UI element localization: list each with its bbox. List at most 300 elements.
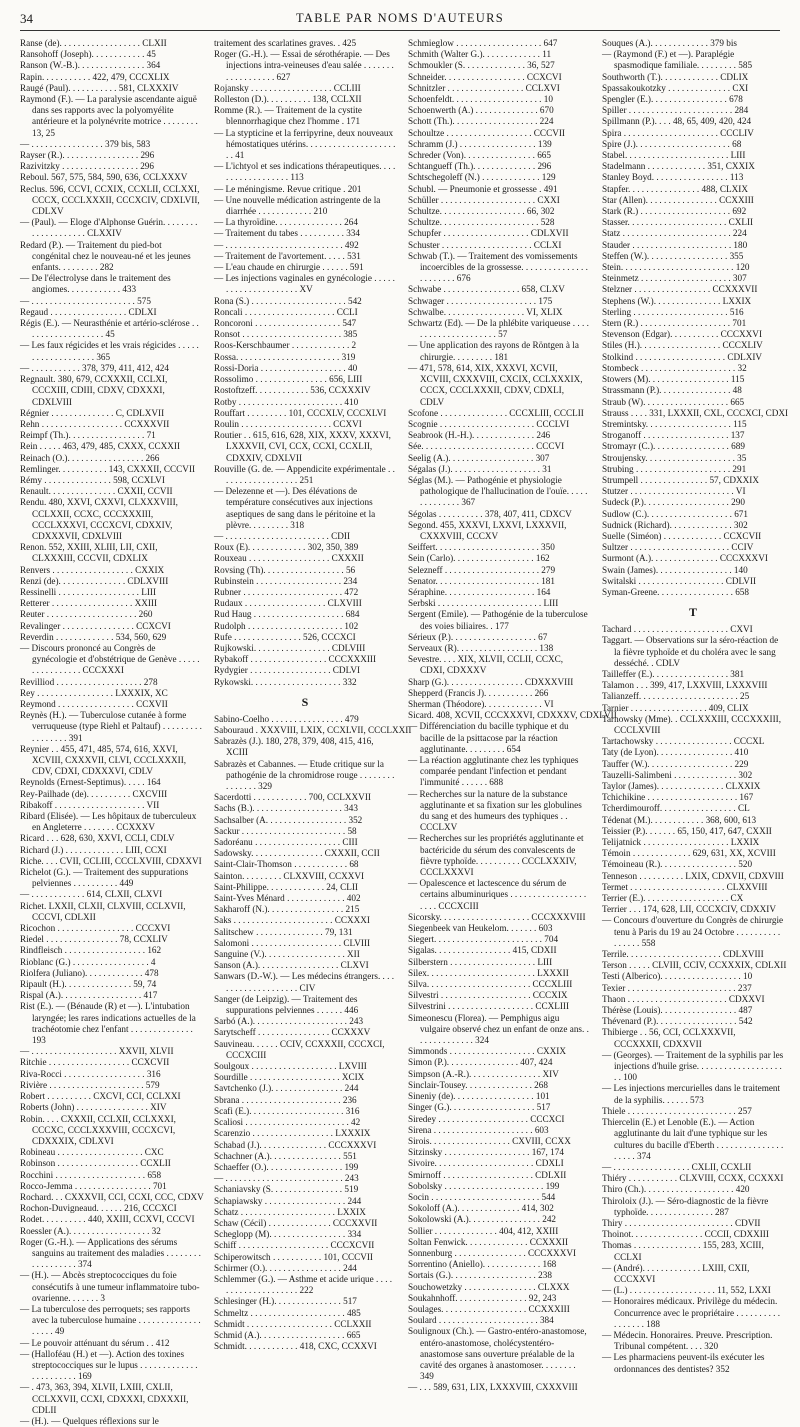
index-entry: Steinmetz . . . . . . . . . . . . . . . . . . . . 307 xyxy=(602,273,747,284)
index-entry: Schachner (A.). . . . . . . . . . . . . . . . 551 xyxy=(214,1150,357,1161)
index-entry: Ricochon . . . . . . . . . . . . . . . . . CCCXVI xyxy=(20,923,171,934)
index-entry: Sicorsky. . . . . . . . . . . . . . . . . . . . CCCXXXVIII xyxy=(408,911,586,922)
index-entry: Renault. . . . . . . . . . . . . . . CXXII, CCVII xyxy=(20,486,173,497)
index-entry: Scheglopp (M). . . . . . . . . . . . . . . . . 334 xyxy=(214,1229,362,1240)
index-entry: Scaliosi . . . . . . . . . . . . . . . . . . . . . . . 42 xyxy=(214,1117,361,1128)
index-entry: Reynès (H.). — Tuberculose cutanée à forme verruqueuse (type Riehl et Paltauf) . . . . . . . . . . . . . . . . . 391 xyxy=(20,710,202,743)
index-entry: Thiele . . . . . . . . . . . . . . . . . . . . . . . . 257 xyxy=(602,1105,752,1116)
index-entry: Schtangueff (Th.). . . . . . . . . . . . . . 296 xyxy=(408,161,552,172)
index-entry: Raugé (Paul). . . . . . . . . . . 581, CLXXXIV xyxy=(20,82,179,93)
index-entry: Reboul. 567, 575, 584, 590, 636, CCLXXXV xyxy=(20,172,188,183)
index-entry: Riedel . . . . . . . . . . . . . . . . 78, CCXLIV xyxy=(20,934,168,945)
index-entry: Spengler (E.). . . . . . . . . . . . . . . . . 678 xyxy=(602,94,743,105)
index-entry: Simmonds . . . . . . . . . . . . . . . . . . . CXXIX xyxy=(408,1046,566,1057)
index-entry: Sanger (de Leipzig). — Traitement des suppurations pelviennes . . . . . . 446 xyxy=(214,993,359,1016)
index-entry: Ressinelli . . . . . . . . . . . . . . . . . . LIII xyxy=(20,586,157,597)
index-entry: Schtschegoleff (N.) . . . . . . . . . . . . . 129 xyxy=(408,172,556,183)
index-entry: — Traitement de l'avortement. . . . . 531 xyxy=(214,250,361,261)
index-entry: Saks . . . . . . . . . . . . . . . . . . . . . . CCXXXI xyxy=(214,915,370,926)
index-entry: Rodet. . . . . . . . . . 440, XXIII, CCXVI, CCCVI xyxy=(20,1214,195,1225)
index-entry: — (Georges). — Traitement de la syphilis par les injections d'huile grise. . . . . . . . . . . . . . . . . . . . . 100 xyxy=(602,1049,784,1083)
index-entry: Shepperd (Francis J). . . . . . . . . . . 266 xyxy=(408,687,549,698)
index-entry: Rispal (A.). . . . . . . . . . . . . . . . . . 417 xyxy=(20,990,158,1001)
index-entry: Sharp (G.). . . . . . . . . . . . . . . . . CDXXXVIII xyxy=(408,676,574,687)
index-entry: Rudaux . . . . . . . . . . . . . . . . . . CLXVIII xyxy=(214,598,362,609)
index-entry: Rivière . . . . . . . . . . . . . . . . . . . . . 579 xyxy=(20,1079,160,1090)
index-columns xyxy=(20,38,789,1426)
index-entry: Rostoftzeff. . . . . . . . . . . . 536, CCXXXIV xyxy=(214,385,371,396)
index-entry: Sée. . . . . . . . . . . . . . . . . . . . . . . . . CCCVI xyxy=(408,441,565,452)
index-entry: Siegenbeek van Heukelom. . . . . . . 603 xyxy=(408,923,553,934)
index-entry: — Différenciation du bacille typhique et du bacille de la psittacose par la réaction agglutinante. . . . . . . . . 654 xyxy=(408,721,569,754)
index-entry: Ségolas . . . . . . . . . . 378, 407, 411, CDXCV xyxy=(408,508,572,519)
index-entry: Rudolph . . . . . . . . . . . . . . . . . . . . . 102 xyxy=(214,620,359,631)
index-entry: Schiff . . . . . . . . . . . . . . . . . . . . CCCXCVII xyxy=(214,1240,375,1251)
index-entry: Stadelmann . . . . . . . . . . . . . 351, CXXIX xyxy=(602,161,755,172)
index-entry: — . 473, 363, 394, XLVII, LXIII, CXLII, CCLXXVII, CCXI, CDXXXI, CDXXXII, CDLII xyxy=(20,1382,189,1415)
index-entry: Tartachowsky . . . . . . . . . . . . . . . . . CCCXL xyxy=(602,736,765,747)
index-entry: — . . . 589, 631, LIX, LXXXVIII, CXXXVIII xyxy=(408,1382,578,1393)
index-entry: Sabrazès (J.). 180, 278, 379, 408, 415, 416, XCIII xyxy=(214,736,374,758)
index-entry: Robinson . . . . . . . . . . . . . . . . . . CCXLII xyxy=(20,1158,171,1169)
index-entry: Stevenson (Edgar). . . . . . . . . . . CCCXXVI xyxy=(602,329,763,340)
index-entry: — Discours prononcé au Congrès de gynécologie et d'obstétrique de Genève . . . . . . . . . . . . . . . . CCCXXXI xyxy=(20,642,200,676)
index-entry: Rujkowski. . . . . . . . . . . . . . . . . CDLVIII xyxy=(214,642,366,653)
index-entry: Ricard . . . 628, 630, XXVI, CCLI, CDLV xyxy=(20,833,175,844)
index-entry: Tédenat (M.). . . . . . . . . . . . 368, 600, 613 xyxy=(602,814,757,825)
index-entry: Schott (Th.). . . . . . . . . . . . . . . . . . . 224 xyxy=(408,116,554,127)
index-entry: Schmieglow . . . . . . . . . . . . . . . . . . . 647 xyxy=(408,38,558,48)
index-entry: Sultzer . . . . . . . . . . . . . . . . . . . . . . CCIV xyxy=(602,542,754,553)
index-entry: Sirois. . . . . . . . . . . . . . . . . . CXVIII, CCXX xyxy=(408,1135,571,1146)
index-entry: Séraphine. . . . . . . . . . . . . . . . . . . . 164 xyxy=(408,586,551,597)
index-entry: Sorrentino (Aniello). . . . . . . . . . . . . 168 xyxy=(408,1259,557,1270)
index-entry: Témoineau (R.). . . . . . . . . . . . . . . . . 520 xyxy=(602,859,753,870)
index-entry: Tarnier . . . . . . . . . . . . . . . . . 409, CLIX xyxy=(602,702,749,713)
index-entry: — De l'électrolyse dans le traitement des angiomes. . . . . . . . . . . . 433 xyxy=(20,273,171,295)
index-entry: — . . . . . . . . . . . . 614, CLXII, CLXVI xyxy=(20,889,163,900)
index-entry: Tachard . . . . . . . . . . . . . . . . . . . . . CXVI xyxy=(602,624,753,635)
index-entry: Régis (E.). — Neurasthénie et artério-sclérose . . . . . . . . . . . . . . . . . . 45 xyxy=(20,318,199,340)
index-entry: Schirmer (O.). . . . . . . . . . . . . . . . . 244 xyxy=(214,1262,357,1273)
index-entry: Sadoréanu . . . . . . . . . . . . . . . . . . . CIII xyxy=(214,837,358,848)
index-entry: Soulard . . . . . . . . . . . . . . . . . . . . . . 384 xyxy=(408,1315,554,1326)
index-entry: Salitschew . . . . . . . . . . . . . . . 79, 131 xyxy=(214,926,353,937)
index-entry: Schmoukler (S. . . . . . . . . . . . . . 36, 527 xyxy=(408,60,555,71)
index-entry: Sigalas. . . . . . . . . . . . . . . . . 415, CDXII xyxy=(408,945,557,956)
index-entry: Saint-Philippe. . . . . . . . . . . . . 24, CLII xyxy=(214,881,358,892)
index-entry: Rybakoff . . . . . . . . . . . . . . . . . CCCXXXIII xyxy=(214,654,377,665)
index-entry: Segond. 455, XXXVI, LXXVI, LXXXVII, CXXXVIII, CCCXV xyxy=(408,519,567,541)
index-entry: Taggart. — Observations sur la séro-réaction de la fièvre typhoïde et du choléra avec le sang desséché. . CDLV xyxy=(602,635,779,668)
index-entry: Rist (E.). — (Bénaude (R) et —). L'intubation laryngée; les rares indications actuelles de la trachéotomie chez l'enfant . . . . . . . . . . . . . . 193 xyxy=(20,1001,196,1046)
index-entry: Sokolowski (A.). . . . . . . . . . . . . . . . 242 xyxy=(408,1214,557,1225)
index-entry: Stapfer. . . . . . . . . . . . . . . . 488, CLXIX xyxy=(602,183,748,194)
index-entry: Schmeltz . . . . . . . . . . . . . . . . . . . . . 485 xyxy=(214,1307,361,1318)
index-entry: Séglas (M.). — Pathogénie et physiologie pathologique de l'hallucination de l'ouïe. . . . . . . . . . . . . . 367 xyxy=(408,474,588,508)
index-entry: Rochon-Duvigneaud. . . . . . 216, CCCXCI xyxy=(20,1203,177,1214)
index-entry: — (André). . . . . . . . . . . . . LXIII, CXII, CCCXXVI xyxy=(602,1262,750,1284)
index-entry: Taylor (James). . . . . . . . . . . . . . . CLXXIX xyxy=(602,781,761,791)
index-entry: Rovsing (Th). . . . . . . . . . . . . . . . . . 56 xyxy=(214,564,356,575)
index-entry: Roger (G.-H.). — Essai de sérothérapie. — Des injections intra-veineuses d'eau salée . . . . . . . . . . . . . . . . . . 627 xyxy=(214,49,394,82)
index-entry: Sollier . . . . . . . . . . . . . . 404, 412, XXIII xyxy=(408,1225,559,1236)
index-entry: Schneider. . . . . . . . . . . . . . . . . . CCXCVI xyxy=(408,71,562,82)
index-entry: — . . . . . . . . . . . . . . . . . CXLII, CCXLII xyxy=(602,1161,752,1172)
index-entry: Rouffart . . . . . . . . . 101, CCCXLV, CCCXLVI xyxy=(214,407,387,418)
index-entry: Rioblanc (G.) . . . . . . . . . . . . . . . . . 4 xyxy=(20,956,156,967)
index-entry: Tcherdimouroff. . . . . . . . . . . . . . . . . CL xyxy=(602,803,750,814)
index-entry: Sourdille . . . . . . . . . . . . . . . . . . . . XCIX xyxy=(214,1072,365,1083)
index-entry: Retterer . . . . . . . . . . . . . . . . . . XXIII xyxy=(20,598,158,609)
index-entry: Simpson (A.-R.). . . . . . . . . . . . . . . . XIV xyxy=(408,1068,559,1079)
index-entry: Schaniavsky (S. . . . . . . . . . . . . . . . 519 xyxy=(214,1184,359,1195)
index-entry: — Les injections vaginales en gynécologie . . . . . . . . . . . . . . . . . . . . . XV xyxy=(214,273,395,295)
index-entry: Ripault (H.). . . . . . . . . . . . . . . 59, 74 xyxy=(20,979,157,990)
index-entry: Sackur . . . . . . . . . . . . . . . . . . . . . . . 58 xyxy=(214,825,357,836)
index-entry: Schmidt. . . . . . . . . . . . 418, CXC, CCXXVI xyxy=(214,1341,377,1352)
header-rule xyxy=(20,30,780,31)
index-entry: — Concours d'ouverture du Congrès de chirurgie tenu à Paris du 19 au 24 Octobre . . . . . . . . . . . . . . . . 558 xyxy=(602,915,784,948)
index-entry: Serbski . . . . . . . . . . . . . . . . . . . . . . . LIII xyxy=(408,598,559,609)
index-entry: Riche. . . . CVII, CCLIII, CCCLXVIII, CDXXVI xyxy=(20,855,202,866)
index-entry: — Une nouvelle médication astringente de la diarrhée . . . . . . . . . . . . 210 xyxy=(214,194,381,217)
index-entry: Rendu. 480, XXVI, CXXVI, CLXXXVIII, CCLXXII, CCXC, CCCXXXIII, CCCLXXXVI, CCCXCVI, CDXXIV, CDXXXVII, CDXLVIII xyxy=(20,497,178,541)
index-entry: Reynier . . 455, 471, 485, 574, 616, XXVI, XCVIII, CXXXVII, CLVI, CCCLXXXII, CDV, CDXI, CDXXXVI, CDLV xyxy=(20,743,187,777)
index-entry: Southworth (T.). . . . . . . . . . . . . CDLIX xyxy=(602,71,749,82)
index-entry: Termet . . . . . . . . . . . . . . . . . . . . . CLXXVIII xyxy=(602,881,768,892)
index-entry: Seabrook (H.-H.). . . . . . . . . . . . . . 246 xyxy=(408,430,551,441)
index-entry: Ribard (Elisée). — Les hôpitaux de tuberculeux en Angleterre . . . . . . . CCXXXV xyxy=(20,811,197,833)
index-entry: Robineau . . . . . . . . . . . . . . . . . . . CXC xyxy=(20,1147,164,1158)
index-entry: Thiercelin (E.) et Lenoble (E.). — Action agglutinante du lait d'une typhique sur les cultures du bacille d'Eberth . . . . . . . . . . . . . . . . . . . . 374 xyxy=(602,1117,784,1161)
index-entry: Stromayr (C.). . . . . . . . . . . . . . . . . 689 xyxy=(602,441,745,452)
index-column-4 xyxy=(602,38,789,1374)
index-entry: — . . . . . . . . . . . 378, 379, 411, 412, 424 xyxy=(20,362,169,373)
index-entry: Star (Allen). . . . . . . . . . . . . . . . CCXXIII xyxy=(602,194,754,205)
index-entry: Renon. 552, XXIII, XLIII, LII, CXII, CLXXXIII, CCCVII, CDXLIX xyxy=(20,542,158,564)
running-title: TABLE PAR NOMS D'AUTEURS xyxy=(295,11,505,25)
index-entry: Stolkind . . . . . . . . . . . . . . . . . . . . CDLXIV xyxy=(602,351,763,362)
index-entry: Stein. . . . . . . . . . . . . . . . . . . . . . . . . 120 xyxy=(602,262,750,273)
index-entry: Rémy . . . . . . . . . . . . . . . 598, CCXLVI xyxy=(20,474,165,485)
index-entry: Rydygier . . . . . . . . . . . . . . . . . . CDLVI xyxy=(214,665,361,676)
page-header xyxy=(0,0,800,34)
index-entry: Ronsot . . . . . . . . . . . . . . . . . . . . . . 385 xyxy=(214,329,358,340)
index-entry: Renzi (de). . . . . . . . . . . . . . . CDLXVIII xyxy=(20,575,169,586)
index-entry: Richard (J.) . . . . . . . . . . . . . LIII, CCXI xyxy=(20,844,167,855)
index-entry: Ségalas (J.). . . . . . . . . . . . . . . . . . . . 31 xyxy=(408,463,552,474)
index-entry: Rud Haug . . . . . . . . . . . . . . . . . . . . 684 xyxy=(214,609,360,620)
index-entry: Schnitzler . . . . . . . . . . . . . . . . . CCLXVI xyxy=(408,82,560,93)
index-entry: Sobolsky . . . . . . . . . . . . . . . . . . . . . . 199 xyxy=(408,1180,560,1191)
index-entry: Stiles (H.). . . . . . . . . . . . . . . . . . CCCXLIV xyxy=(602,340,763,351)
index-entry: Ransohoff (Joseph). . . . . . . . . . . . 45 xyxy=(20,49,156,60)
index-entry: Terrier (E.). . . . . . . . . . . . . . . . . . . CX xyxy=(602,893,744,904)
index-entry: Sonnenburg . . . . . . . . . . . . . . . . CCCXXXVI xyxy=(408,1247,577,1258)
index-entry: Soukahnhoff. . . . . . . . . . . . . . . . 92, 243 xyxy=(408,1292,557,1303)
index-entry: Spassakoukotzky . . . . . . . . . . . . . . CXI xyxy=(602,82,749,93)
index-entry: Talamon . . . 399, 417, LXXVIII, LXXXVIII xyxy=(602,680,768,691)
index-entry: Schmid (A.). . . . . . . . . . . . . . . . . . . 665 xyxy=(214,1329,361,1340)
index-entry: Richelot (G.). — Traitement des suppurations pelviennes . . . . . . . . . . 449 xyxy=(20,867,189,889)
index-entry: Schwab (T.). — Traitement des vomissements incoercibles de la grossesse. . . . . . . . . . . . . . . . . . . . . . . 676 xyxy=(408,250,588,284)
index-entry: — . . . . . . . . . . . . . . . . . . . . . . . . . . 243 xyxy=(214,1173,359,1184)
index-entry: Roncali . . . . . . . . . . . . . . . . . . . . CCLI xyxy=(214,306,358,317)
index-entry: Schatz . . . . . . . . . . . . . . . . . . . . . LXXIX xyxy=(214,1206,366,1217)
index-entry: Riolfera (Juliano). . . . . . . . . . . . . 478 xyxy=(20,967,159,978)
index-entry: — (Paul). — Eloge d'Alphonse Guérin. . . . . . . . . . . . . . . . . . . . CLXXIV xyxy=(20,217,198,239)
index-entry: Sakharoff (N.). . . . . . . . . . . . . . . . . 215 xyxy=(214,904,360,915)
index-entry: Roger (G.-H.). — Applications des sérums sanguins au traitement des maladies . . . . . . . . . . . . . . . . . . 374 xyxy=(20,1236,201,1270)
index-entry: Sivoire. . . . . . . . . . . . . . . . . . . . . . CDXLI xyxy=(408,1158,564,1169)
index-entry: Sokoloff (A.). . . . . . . . . . . . . . 414, 302 xyxy=(408,1203,554,1214)
index-entry: Schmidt . . . . . . . . . . . . . . . . . . . CCLXXII xyxy=(214,1318,372,1329)
index-entry: Tarnowsky (Mme). . CCLXXXIII, CCCXXXIII, CCCLXVIII xyxy=(602,713,781,735)
index-entry: Rossi-Doria . . . . . . . . . . . . . . . . . . . 40 xyxy=(214,362,358,373)
index-entry: Schlemmer (G.). — Asthme et acide urique . . . . . . . . . . . . . . . . . . . . 222 xyxy=(214,1273,393,1296)
index-entry: — 471, 578, 614, XIX, XXXVI, XCVII, XCVIII, CXXXVIII, CXCIX, CCLXXXIX, CCCX, CCCLXXXII, CDXV, CDXLI, CDLV xyxy=(408,362,583,407)
index-entry: — Delezenne et —). Des élévations de température consécutives aux injections aseptiques de sang dans le péritoine et la plèvre. . . . . . . . . 318 xyxy=(214,486,376,530)
index-entry: Spira . . . . . . . . . . . . . . . . . . . . . CCCLIV xyxy=(602,127,754,138)
index-entry: Sérieux (P.). . . . . . . . . . . . . . . . . . . 67 xyxy=(408,631,548,642)
index-entry: Sergent (Emile). — Pathogénie de la tuberculose des voies biliaires. . 177 xyxy=(408,609,588,631)
index-entry: Schupfer . . . . . . . . . . . . . . . . . . . CDLXVII xyxy=(408,228,569,239)
index-entry: Sarytscheff . . . . . . . . . . . . . . . . CCXXXV xyxy=(214,1027,371,1038)
index-entry: Schuster . . . . . . . . . . . . . . . . . . . . CCLXI xyxy=(408,239,562,250)
index-entry: Selezneff . . . . . . . . . . . . . . . . . . . . . 279 xyxy=(408,564,556,575)
index-entry: Sitzinsky . . . . . . . . . . . . . . . . . . . 167, 174 xyxy=(408,1147,564,1158)
index-column-2 xyxy=(214,38,412,1352)
index-entry: Scarenzio . . . . . . . . . . . . . . . . . . LXXXIX xyxy=(214,1128,371,1139)
index-entry: Revalinger . . . . . . . . . . . . . . . . CCXCVI xyxy=(20,620,171,631)
index-entry: Statz . . . . . . . . . . . . . . . . . . . . . . . . 224 xyxy=(602,228,747,239)
index-entry: Roessler (A.). . . . . . . . . . . . . . . . . . 32 xyxy=(20,1225,161,1236)
index-entry: Reuter . . . . . . . . . . . . . . . . . . . . 260 xyxy=(20,609,153,620)
index-entry: Serveaux (R). . . . . . . . . . . . . . . . . . 138 xyxy=(408,642,554,653)
index-entry: Schmith (Walter G.). . . . . . . . . . . . . 11 xyxy=(408,49,552,60)
index-entry: Thiro (Ch.). . . . . . . . . . . . . . . . . . . . 420 xyxy=(602,1184,750,1195)
index-entry: Redard (P.). — Traitement du pied-bot congénital chez le nouveau-né et les jeunes enfants. . . . . . . . . 282 xyxy=(20,239,191,273)
index-entry: Tauzelli-Salimbeni . . . . . . . . . . . . . . 302 xyxy=(602,769,753,780)
index-entry: Sauvineau. . . . . . CCIV, CCXXXII, CCCXCI, CCCXCIII xyxy=(214,1038,385,1060)
index-entry: Rayser (R.). . . . . . . . . . . . . . . . . 296 xyxy=(20,150,155,161)
index-entry: Stowers (M). . . . . . . . . . . . . . . . . . 115 xyxy=(602,374,745,385)
index-entry: Sachsalber (A. . . . . . . . . . . . . . . . . . 352 xyxy=(214,814,363,825)
index-entry: Roux (E). . . . . . . . . . . . . 302, 350, 389 xyxy=(214,542,359,553)
index-entry: Sortais (G.). . . . . . . . . . . . . . . . . . . 238 xyxy=(408,1270,552,1281)
index-entry: Seiffert. . . . . . . . . . . . . . . . . . . . . . . 350 xyxy=(408,542,555,553)
index-entry: Rocco-Jemma . . . . . . . . . . . . . . . . . 701 xyxy=(20,1180,167,1191)
index-entry: Schapiawsky . . . . . . . . . . . . . . . . . . 244 xyxy=(214,1195,362,1206)
index-entry: Tauffer (W.). . . . . . . . . . . . . . . . . . . 229 xyxy=(602,758,749,769)
index-entry: Rocchini . . . . . . . . . . . . . . . . . . . . 658 xyxy=(20,1169,162,1180)
index-entry: Routier . . 615, 616, 628, XIX, XXXV, XXXVI, LXXXVII, CVI, CCX, CCXI, CCXLII, CDXXIV, CDXLVII xyxy=(214,430,391,463)
index-entry: Telijatnick . . . . . . . . . . . . . . . . . . . LXXIX xyxy=(602,837,760,848)
index-entry: Rochard. . . CXXXVII, CCI, CCXI, CCC, CDXV xyxy=(20,1191,204,1202)
index-entry: Revilliod . . . . . . . . . . . . . . . . . . . 278 xyxy=(20,676,158,687)
index-entry: Raymond (F.). — La paralysie ascendante aiguë dans ses rapports avec la polyomyélite antérieure et la polynévrite motrice . . . . . . . . 13, 25 xyxy=(20,94,198,138)
index-entry: — La tuberculose des perroquets; ses rapports avec la tuberculose humaine . . . . . . . . . . . . . . . . . . . 49 xyxy=(20,1303,201,1337)
index-entry: Straub (W). . . . . . . . . . . . . . . . . . . 665 xyxy=(602,396,745,407)
index-entry: Schaeffer (O.). . . . . . . . . . . . . . . . . 199 xyxy=(214,1161,359,1172)
index-entry: Thibierge . . 56, CCI, CCLXXXVII, CCCXXXII, CDXXVII xyxy=(602,1027,736,1049)
index-entry: — . . . . . . . . . . . . . . . . . . . XXVII, XLVII xyxy=(20,1046,174,1057)
index-entry: Terrile. . . . . . . . . . . . . . . . . . . . . CDLXVIII xyxy=(602,949,764,960)
index-entry: Rykowski. . . . . . . . . . . . . . . . . . . . 332 xyxy=(214,676,357,687)
index-entry: Schoenwerth (A.) . . . . . . . . . . . . . . 670 xyxy=(408,105,554,116)
index-entry: Terrier . . . 174, 628, LII, CCCXCIV, CDXXIV xyxy=(602,904,776,915)
index-entry: Romme (R.). — Traitement de la cystite blennorrhagique chez l'homme . 171 xyxy=(214,105,362,127)
index-entry: Smirnoff . . . . . . . . . . . . . . . . . . . . CDLXII xyxy=(408,1169,567,1180)
index-entry: Sanson (A.). . . . . . . . . . . . . . . . . . CLXVI xyxy=(214,960,369,971)
index-entry: Souques (A.). . . . . . . . . . . . . 379 bis xyxy=(602,38,738,48)
index-entry: Switalski . . . . . . . . . . . . . . . . . . . CDLVII xyxy=(602,575,757,586)
index-entry: Terson . . . . . CLVIII, CCIV, CCXXXIX, CDLXII xyxy=(602,960,787,971)
index-entry: Ribakoff . . . . . . . . . . . . . . . . . . . . VII xyxy=(20,799,160,810)
index-entry: Strubing . . . . . . . . . . . . . . . . . . . . . 291 xyxy=(602,463,747,474)
index-entry: Silvestrini . . . . . . . . . . . . . . . . . . . CCXLIII xyxy=(408,1001,570,1012)
index-entry: Reinach (O.). . . . . . . . . . . . . . . . . 266 xyxy=(20,452,160,463)
index-entry: Schüller . . . . . . . . . . . . . . . . . . . . . CXXI xyxy=(408,194,560,205)
index-entry: Sanguine (V.). . . . . . . . . . . . . . . . . . XII xyxy=(214,949,360,960)
index-entry: Sinclair-Tousey. . . . . . . . . . . . . . . 268 xyxy=(408,1079,548,1090)
index-entry: Schwabe . . . . . . . . . . . . . . . . . 658, CLXV xyxy=(408,284,565,295)
index-entry: Stabel. . . . . . . . . . . . . . . . . . . . . . . LIII xyxy=(602,150,746,161)
index-entry: Sudnick (Richard). . . . . . . . . . . . . . 302 xyxy=(602,519,748,530)
index-entry: Surmont (A.). . . . . . . . . . . . . . . CCCXXXVI xyxy=(602,553,768,564)
index-entry: Schaw (Cécil) . . . . . . . . . . . . . . CCCXXVII xyxy=(214,1217,378,1228)
index-entry: Rehn . . . . . . . . . . . . . . . . . . CCXXXVII xyxy=(20,418,170,429)
index-entry: Taty (de Lyon). . . . . . . . . . . . . . . . . 410 xyxy=(602,747,749,758)
index-entry: Stauder . . . . . . . . . . . . . . . . . . . . . . 180 xyxy=(602,239,748,250)
index-entry: Swain (James). . . . . . . . . . . . . . . . . 140 xyxy=(602,564,748,575)
index-entry: Robin. . . . CXXXII, CCLXII, CCLXXXI, CCCXC, CCCLXXXVIII, CCCXCVI, CDXXXIX, CDLXVI xyxy=(20,1113,176,1146)
index-entry: Schoenfeldt. . . . . . . . . . . . . . . . . . . . 10 xyxy=(408,94,553,105)
index-entry: Socin . . . . . . . . . . . . . . . . . . . . . . . . 544 xyxy=(408,1191,556,1202)
index-entry: Sirena . . . . . . . . . . . . . . . . . . . . . . 603 xyxy=(408,1124,549,1135)
index-entry: Stroujensky. . . . . . . . . . . . . . . . . . . . 35 xyxy=(602,452,747,463)
index-entry: Savtchenko (J.). . . . . . . . . . . . . . . . 244 xyxy=(214,1083,359,1094)
index-entry: Ranson (W.-B.). . . . . . . . . . . . . . . 364 xyxy=(20,60,161,71)
index-column-3 xyxy=(408,38,617,1393)
index-entry: Soulgoux . . . . . . . . . . . . . . . . . . . LXVIII xyxy=(214,1061,367,1072)
index-entry: Sanwars (D.-W.). — Les médecins étrangers. . . . . . . . . . . . . . . . . . . . CIV xyxy=(214,971,395,993)
index-entry: Saint-Yves Ménard . . . . . . . . . . . . . 402 xyxy=(214,893,361,904)
index-entry: Schwalbe. . . . . . . . . . . . . . . . . . VI, XLIX xyxy=(408,306,563,317)
index-entry: Témoin . . . . . . . . . . . . . 629, 631, XX, XCVIII xyxy=(602,848,776,859)
index-entry: Simon (P.). . . . . . . . . . . . . . . . 407, 424 xyxy=(408,1057,553,1068)
index-entry: Reymond . . . . . . . . . . . . . . . . . CCXVII xyxy=(20,698,168,709)
index-entry: Rossa. . . . . . . . . . . . . . . . . . . . . . . 319 xyxy=(214,351,356,362)
index-entry: Stephens (W.). . . . . . . . . . . . . . . LXXIX xyxy=(602,295,752,306)
index-entry: Roberts (John) . . . . . . . . . . . . . . . . XIV xyxy=(20,1102,167,1113)
index-entry: Stasser. . . . . . . . . . . . . . . . . . . . . . CXLII xyxy=(602,217,754,228)
index-entry: Rein . . . . . 463, 479, 485, CXXX, CCXXII xyxy=(20,441,181,452)
index-entry: Stutzer . . . . . . . . . . . . . . . . . . . . . . . VI xyxy=(602,486,746,497)
index-entry: Rotby . . . . . . . . . . . . . . . . . . . . . . . 410 xyxy=(214,396,359,407)
index-entry: Sbrana . . . . . . . . . . . . . . . . . . . . . . 236 xyxy=(214,1094,357,1105)
index-entry: Stern (R.) . . . . . . . . . . . . . . . . . . . . 701 xyxy=(602,318,747,329)
index-entry: Tailleffer (E.). . . . . . . . . . . . . . . . . 381 xyxy=(602,668,745,679)
index-entry: Sainton. . . . . . . . . CLXXVIII, CCXXVI xyxy=(214,870,365,881)
index-column-1 xyxy=(20,38,204,1426)
index-entry: Thoinot. . . . . . . . . . . . . . . . CCCII, CDXXIII xyxy=(602,1229,769,1240)
index-entry: Spire (J.). . . . . . . . . . . . . . . . . . . . . 68 xyxy=(602,138,742,149)
index-entry: Thomas . . . . . . . . . . . . . . . 155, 283, XCIII, CCLXI xyxy=(602,1240,764,1262)
index-entry: Rapin. . . . . . . . . . . 422, 479, CCCXLIX xyxy=(20,71,170,82)
index-entry: Riva-Rocci . . . . . . . . . . . . . . . . . . 316 xyxy=(20,1068,161,1079)
index-entry: Schiperowitsch . . . . . . . . . . . 101, CCCVII xyxy=(214,1251,373,1262)
index-entry: Sineniy (de). . . . . . . . . . . . . . . . . . 101 xyxy=(408,1091,550,1102)
index-entry: — (H.). — Quelques réflexions sur le xyxy=(20,1415,159,1426)
index-entry: — . . . . . . . . . . . . . . . . . . . . . . . . . . 492 xyxy=(214,239,359,250)
index-entry: Strumpell . . . . . . . . . . . . . . . 57, CDXXIX xyxy=(602,474,759,485)
index-entry: Texier . . . . . . . . . . . . . . . . . . . . . . . . 237 xyxy=(602,982,752,993)
index-entry: Schubl. — Pneumonie et grossesse . 491 xyxy=(408,183,558,194)
index-entry: Robert . . . . . . . . . . CXCVI, CCI, CCLXXI xyxy=(20,1091,181,1102)
index-entry: Schreder (Von). . . . . . . . . . . . . . . . 665 xyxy=(408,150,551,161)
index-entry: — L'ichtyol et ses indications thérapeutiques. . . . . . . . . . . . . . . . . . 113 xyxy=(214,161,396,183)
index-entry: Thiry . . . . . . . . . . . . . . . . . . . . . . . . CDVII xyxy=(602,1217,761,1228)
index-entry: — . . . . . . . . . . . . . . . . . . . . . . . 575 xyxy=(20,295,151,306)
index-entry: Ritchie . . . . . . . . . . . . . . . . . . CCXCVII xyxy=(20,1057,170,1068)
index-entry: Strassmann (P.). . . . . . . . . . . . . . . . 48 xyxy=(602,385,742,396)
index-entry: Sabrazès et Cabannes. — Etude critique sur la pathogénie de la chromidrose rouge . . . . . . . . . . . . . . . 329 xyxy=(214,758,395,791)
index-entry: Rey . . . . . . . . . . . . . . . . . LXXXIX, XC xyxy=(20,687,168,698)
index-entry: Thévenard (P.). . . . . . . . . . . . . . . . . . 542 xyxy=(602,1016,753,1027)
index-entry: Singer (G.). . . . . . . . . . . . . . . . . . . 517 xyxy=(408,1102,551,1113)
page-number: 34 xyxy=(20,11,33,26)
index-entry: Rona (S.) . . . . . . . . . . . . . . . . . . . . . 542 xyxy=(214,295,362,306)
index-entry: — (Raymond (F.) et —). Paraplégie spasmodique familiale. . . . . . . . . 585 xyxy=(602,49,753,71)
index-entry: Schwager . . . . . . . . . . . . . . . . . . . . 175 xyxy=(408,295,553,306)
index-entry: Spillmann (P.). . . . 48, 65, 409, 420, 424 xyxy=(602,116,752,127)
index-entry: Rolleston (D.). . . . . . . . . . 138, CCLXII xyxy=(214,94,362,105)
index-entry: — . . . . . . . . . . . . . . . . 379 bis, 583 xyxy=(20,138,151,149)
index-entry: Rufe . . . . . . . . . . . . . . . 526, CCCXCI xyxy=(214,631,356,642)
index-entry: Scognie . . . . . . . . . . . . . . . . . . . . . CCCLVI xyxy=(408,418,570,429)
index-entry: Reynolds (Ernest-Septimus). . . . . 164 xyxy=(20,777,161,788)
index-entry: Soulages. . . . . . . . . . . . . . . . . . . CCXXXIII xyxy=(408,1303,570,1314)
index-entry: Silva. . . . . . . . . . . . . . . . . . . . . . . CCCXLIII xyxy=(408,979,573,990)
index-entry: Renvers . . . . . . . . . . . . . . . . . . CXXIX xyxy=(20,564,165,575)
index-entry: Reverdin . . . . . . . . . . . . . 534, 560, 629 xyxy=(20,631,167,642)
index-entry: Rojansky . . . . . . . . . . . . . . . . . . CCLIII xyxy=(214,82,361,93)
index-entry: — Les faux régicides et les vrais régicides . . . . . . . . . . . . . . . . . . . 365 xyxy=(20,340,199,362)
index-entry: Rubinstein . . . . . . . . . . . . . . . . . . . 234 xyxy=(214,575,358,586)
section-heading: T xyxy=(688,605,697,620)
index-entry: Sacerdotti . . . . . . . . . . . . 700, CCLXXVII xyxy=(214,792,371,803)
index-entry: — Les injections mercurielles dans le traitement de la syphilis. . . . . . 573 xyxy=(602,1083,781,1105)
index-entry: Sicard. 408, XCVII, CCCXXXVI, CDXXXV, CDXLVII xyxy=(408,710,617,721)
index-entry: Schlesinger (H.). . . . . . . . . . . . . . . 517 xyxy=(214,1296,357,1307)
index-entry: Schultze. . . . . . . . . . . . . . . . . . . . . . 528 xyxy=(408,217,555,228)
index-entry: — Médecin. Honoraires. Preuve. Prescription. Tribunal compétent. . . . 320 xyxy=(602,1329,773,1352)
index-entry: Reclus. 596, CCVI, CCXIX, CCXLII, CCLXXI, CCCX, CCCLXXXII, CCCXCIV, CDXLVII, CDLXV xyxy=(20,183,200,217)
index-entry: — Le pouvoir atténuant du sérum . . 412 xyxy=(20,1337,170,1348)
index-entry: Scofone . . . . . . . . . . . . . . . CCCXLIII, CCCLII xyxy=(408,407,584,418)
index-entry: Regaud . . . . . . . . . . . . . . . . . CDLXI xyxy=(20,306,157,317)
index-entry: Sudeck (P.). . . . . . . . . . . . . . . . . . . 290 xyxy=(602,497,745,508)
index-entry: Soulignoux (Ch.). — Gastro-entéro-anastomose, entéro-anastomose, cholécystentéro-anastomose sans ouverture préalable de la cavité des organes à anastomoser. . . . . . . . 349 xyxy=(408,1326,587,1382)
index-entry: Rouxeau . . . . . . . . . . . . . . . . . . CXXXII xyxy=(214,553,364,564)
index-entry: Syman-Greene. . . . . . . . . . . . . . . . . 658 xyxy=(602,586,749,597)
index-entry: — Le méningisme. Revue critique . 201 xyxy=(214,183,362,194)
index-entry: — (Halloféau (H.) et —). Action des toxines streptococciques sur le lupus . . . . . . . . . . . . . . . . . . . . . . . 169 xyxy=(20,1348,198,1382)
index-entry: Sabouraud . XXXVIII, LXIX, CCXLVII, CCCLXXII xyxy=(214,724,412,735)
index-entry: Sevestre. . . . XIX, XLVII, CCLII, CCXC, CDXI, CDXXXV xyxy=(408,654,564,676)
